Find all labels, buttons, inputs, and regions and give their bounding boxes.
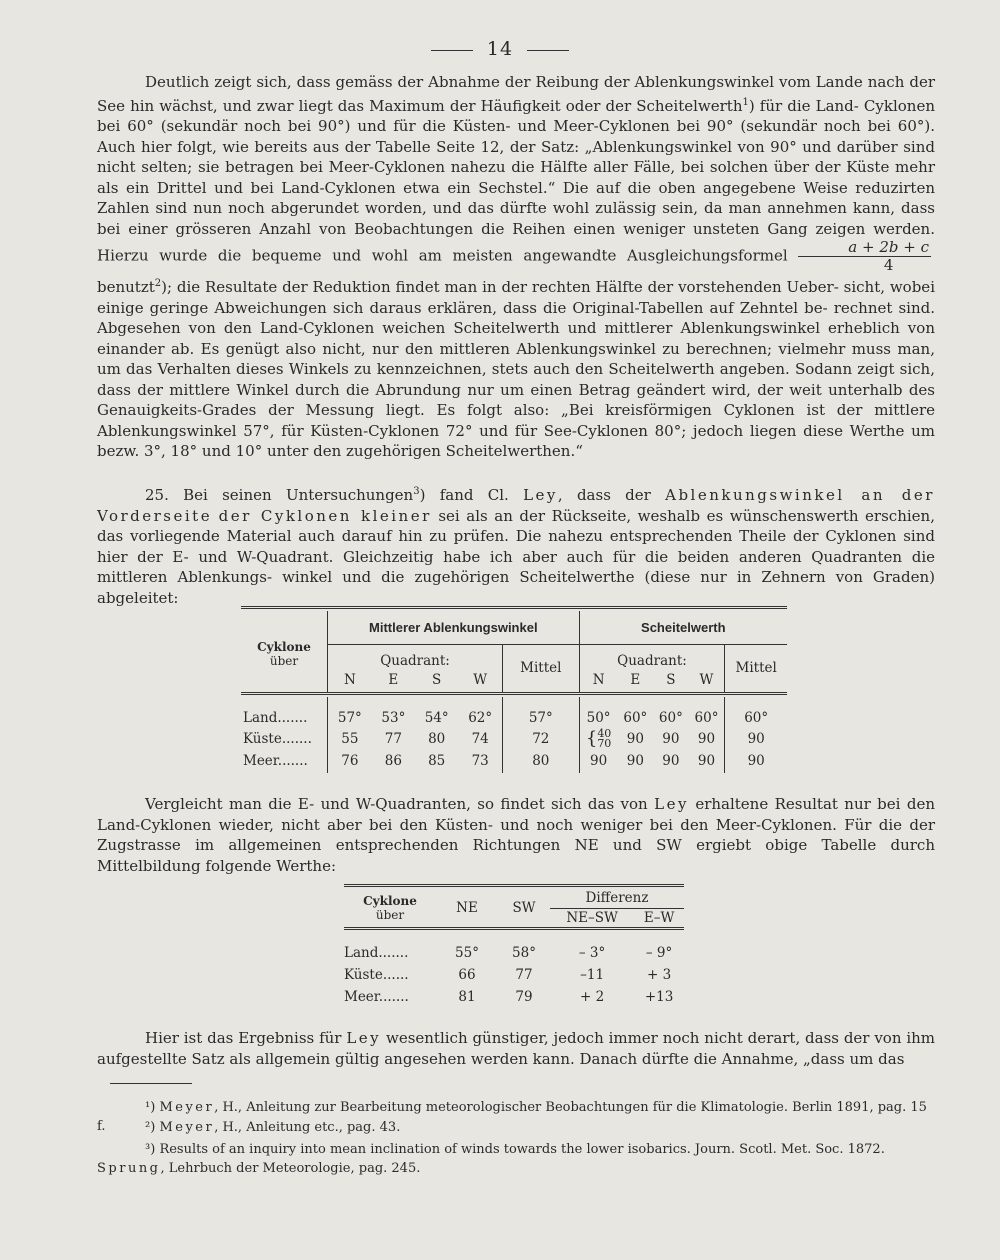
cell: 90: [697, 753, 716, 769]
row-label: Küste......: [344, 966, 409, 983]
cell: 90: [725, 728, 787, 749]
text-line: Cyklonen bei 60° (sekundär noch bei 90°) und für die Küsten- und Meer-Cyklonen bei 90° (sekundär noch: [97, 96, 935, 135]
cell: 90: [662, 753, 680, 769]
text-line: Hier ist das Ergebniss für: [145, 1029, 342, 1047]
cell: 55: [328, 728, 372, 749]
footnote-3: [97, 1140, 937, 1178]
cell: 77: [384, 730, 402, 747]
text-line: rechnet sind. Abgesehen von den Land-Cyklonen weichen Scheitelwerth und mittlerer Ablenkungswinkel: [97, 298, 935, 337]
cell: 40: [597, 726, 612, 740]
header-ne-sw: NE–SW: [550, 909, 634, 929]
cell: 55°: [455, 944, 479, 961]
text-line: benutzt: [97, 278, 155, 296]
paragraph-4: [97, 1028, 935, 1069]
author-name: Sprung: [97, 1161, 161, 1176]
cell: 53°: [381, 709, 406, 726]
table-row: [241, 728, 787, 749]
header-label: über: [269, 654, 299, 668]
cell: 73: [471, 753, 489, 769]
cell: 66: [458, 966, 476, 983]
spaced-emphasis: Ablenkungswinkel an der Vorderseite: [97, 486, 935, 525]
table-row: [344, 964, 684, 986]
cell: 72: [503, 728, 580, 749]
text-line: winkel und die zugehörigen Scheitelwerthe (diese nur in Zehnern von Graden) abgeleitet:: [97, 568, 935, 607]
header-e-w: E–W: [634, 909, 684, 929]
cell: 86: [384, 753, 402, 769]
footnote-mark: ³): [145, 1142, 156, 1157]
cell: 81: [458, 988, 476, 1005]
header-label: Cyklone: [363, 893, 417, 908]
text-line: Land-Cyklonen wieder, nicht aber bei den Küsten- und noch weniger bei den Meer-Cyklonen. Für die der: [97, 815, 935, 834]
dir-n: N: [328, 669, 372, 693]
cell: 70: [597, 736, 612, 750]
mittel-label: Mittel: [725, 645, 787, 694]
row-label: Küste.......: [243, 730, 312, 747]
cell: 58°: [512, 944, 536, 961]
row-label: Meer.......: [243, 753, 308, 769]
dir-s: S: [666, 672, 676, 689]
cell: +13: [644, 988, 674, 1005]
table-row: [344, 942, 684, 964]
cell: –11: [580, 966, 605, 983]
header-label: über: [375, 907, 405, 922]
text-line: der Küste mehr als ein Drittel und bei Land-Cyklonen etwa ein Sechstel.“ Die auf die oben angegebene: [97, 158, 935, 197]
text-line: annehmen kann, dass bei einer grösseren Anzahl von Beobachtungen die Reihen einen weniger unsteten: [97, 199, 935, 238]
cell: 90: [626, 730, 644, 747]
text-line: Gang zeigen werden. Hierzu wurde die bequeme und wohl am meisten angewandte Ausgleichungsformel: [97, 219, 935, 265]
text-line: sei als an der Rückseite, weshalb es wünschenswerth erschien, das vorliegende: [97, 506, 935, 545]
dir-s: S: [432, 672, 442, 689]
dir-n: N: [579, 669, 618, 693]
author-name: Meyer: [159, 1100, 215, 1115]
quadrant-label: Quadrant:: [328, 645, 503, 670]
table-row: [344, 986, 684, 1008]
footnote-ref: 2: [154, 278, 162, 289]
footnote-mark: ²): [145, 1120, 156, 1135]
mittel-label: Mittel: [503, 645, 580, 694]
page-header: [0, 38, 1000, 60]
dir-w: W: [699, 672, 714, 689]
cell: 85: [428, 753, 446, 769]
cell: 80: [428, 730, 446, 747]
paragraph-2: [97, 482, 935, 608]
cell: 60°: [623, 709, 648, 726]
row-label: Meer.......: [344, 988, 409, 1005]
cell: 90: [725, 749, 787, 773]
dir-e: E: [388, 672, 399, 689]
cell: 57°: [503, 707, 580, 728]
text-line: bei 60°). Auch hier folgt, wie bereits aus der Tabelle Seite 12, der Satz: „Ablenkungswinkel von 90° und: [97, 117, 935, 156]
footnote-ref: 1: [742, 96, 749, 108]
text-line: weit unterhalb des Genauigkeits-Grades der Messung liegt. Es folgt also: „Bei kreisförmigen Cyklonen ist: [97, 380, 935, 419]
header-label: Cyklone: [257, 640, 311, 654]
author-name: Meyer: [159, 1120, 215, 1135]
footnote-mark: ¹): [145, 1100, 156, 1115]
text-line: Werthe um bezw. 3°, 18° und 10° unter den zugehörigen Scheitelwerthen.“: [97, 421, 935, 460]
paragraph-1: [97, 72, 935, 462]
cell: 90: [626, 753, 644, 769]
text-line: Vergleicht man die E- und W-Quadranten, so findet sich das von: [145, 795, 648, 813]
cell: 60°: [694, 709, 719, 726]
text-line: Deutlich zeigt sich, dass gemäss der Abnahme der Reibung der Ablenkungswinkel vom Lande nach: [145, 73, 905, 91]
row-label: Land.......: [243, 709, 308, 726]
text-line: Material auch darauf hin zu prüfen. Die nahezu entsprechenden Theile der Cyklonen sind hier der E- und: [97, 527, 935, 566]
header-rule-left: [431, 50, 473, 51]
text-line: muss man, um das Verhalten dieses Winkels zu kennzeichnen, stets auch den Scheitelwerth angeben.: [97, 339, 935, 378]
cell: 90: [697, 730, 716, 747]
cell: 76: [328, 749, 372, 773]
text-line: ); die Resultate der Reduktion findet man in der rechten Hälfte der vorstehenden Ueber-: [161, 278, 839, 296]
cell: 50°: [579, 707, 618, 728]
footnote-text: , Lehrbuch der Meteorologie, pag. 245.: [160, 1161, 421, 1176]
page-number: 14: [486, 38, 514, 60]
text-line: wesentlich günstiger, jedoch immer noch nicht derart, dass der von ihm: [385, 1029, 936, 1047]
dir-e: E: [630, 672, 641, 689]
text-line: erheblich von einander ab. Es genügt also nicht, nur den mittleren Ablenkungswinkel zu berechnen; vielmehr: [97, 319, 935, 358]
footnote-text: Results of an inquiry into mean inclination of winds towards the lower isobarics. Journ. Scotl. Met. Soc. 1872.: [159, 1142, 885, 1157]
paragraph-3: [97, 794, 935, 876]
footnote-text: , H., Anleitung etc., pag. 43.: [214, 1120, 401, 1135]
cell: + 2: [579, 988, 605, 1005]
group-header-angle: Mittlerer Ablenkungswinkel: [328, 611, 580, 645]
text-line: ) fand Cl.: [419, 486, 509, 504]
fraction-numerator: a + 2b + c: [798, 239, 931, 257]
header-differenz: Differenz: [585, 890, 649, 907]
text-line: sicht, wobei einige geringe Abweichungen sich daraus erklären, dass die Original-Tabellen auf Zehntel be-: [97, 278, 935, 317]
footnote-ref: 3: [413, 486, 420, 497]
cell: 90: [662, 730, 680, 747]
header-ne: NE: [456, 899, 478, 916]
text-line: 25. Bei seinen Untersuchungen: [145, 486, 414, 504]
cell: 90: [579, 749, 618, 773]
text-line: , dass der: [557, 486, 651, 504]
text-line: der mittlere Ablenkungswinkel 57°, für Küsten-Cyklonen 72° und für See-Cyklonen 80°; jedoch liegen diese: [97, 401, 935, 440]
footnote-rule: [110, 1083, 192, 1084]
cell: 77: [515, 966, 533, 983]
cell: 54°: [424, 709, 449, 726]
text-line: ) für die Land-: [748, 96, 859, 115]
spaced-emphasis: der Cyklonen kleiner: [218, 506, 432, 525]
cell: 74: [471, 730, 489, 747]
formula-fraction: [798, 239, 931, 274]
table-header-cyklone: [241, 611, 328, 694]
header-sw: SW: [512, 899, 536, 916]
text-line: folgende Werthe:: [205, 856, 337, 875]
header-rule-right: [527, 50, 569, 51]
text-line: aufgestellte Satz als allgemein gültig angesehen werden kann. Danach dürfte die Annahme, „dass um das: [97, 1049, 905, 1068]
fraction-denominator: 4: [883, 256, 894, 274]
cell: 60°: [658, 709, 683, 726]
cell: 57°: [328, 707, 372, 728]
quadrant-label: Quadrant:: [579, 645, 725, 670]
text-line: W-Quadrant. Gleichzeitig habe ich aber auch für die beiden anderen Quadranten die mittleren Ablenkungs-: [97, 547, 935, 586]
author-name: Ley: [654, 795, 689, 813]
cell: – 9°: [645, 944, 673, 961]
row-label: Land.......: [344, 944, 409, 961]
text-line: erhaltene Resultat nur bei den: [695, 795, 935, 813]
group-header-scheitel: Scheitelwerth: [579, 611, 787, 645]
author-name: Ley: [346, 1029, 382, 1047]
dir-w: W: [473, 672, 488, 689]
footnote-2: [97, 1118, 937, 1137]
text-line: Weise reduzirten Zahlen sind nun noch abgerundet worden, und das dürfte wohl zulässig sein, da man: [97, 178, 935, 217]
table-row: [241, 707, 787, 728]
cell-split: { 40 70: [579, 728, 618, 749]
cell: + 3: [646, 966, 672, 983]
cell: 80: [503, 749, 580, 773]
ne-sw-table: [344, 884, 684, 1008]
cell: 60°: [725, 707, 787, 728]
table-header-cyklone: [344, 889, 436, 929]
footnote-text: , H., Anleitung zur Bearbeitung meteorologischer Beobachtungen für die Klimatologie. Berlin 1891, pag. 15 f.: [97, 1100, 927, 1134]
text-line: Zugstrasse im allgemeinen entsprechenden Richtungen NE und SW ergiebt obige Tabelle durch Mittelbildung: [97, 836, 935, 875]
deflection-angle-table: [241, 606, 787, 773]
text-line: Sodann zeigt sich, dass der mittlere Winkel durch die Abrundung nur um einen Betrag geändert wird, der: [97, 360, 935, 399]
text-line: der See hin wächst, und zwar liegt das Maximum der Häufigkeit oder der Scheitelwerth: [97, 73, 935, 115]
text-line: darüber sind nicht selten; sie betragen bei Meer-Cyklonen nahezu die Hälfte aller Fälle, bei solchen über: [97, 137, 935, 176]
cell: 79: [515, 988, 533, 1005]
table-row: [241, 749, 787, 773]
author-name: Ley: [523, 486, 558, 504]
cell: – 3°: [578, 944, 606, 961]
cell: 62°: [468, 709, 493, 726]
